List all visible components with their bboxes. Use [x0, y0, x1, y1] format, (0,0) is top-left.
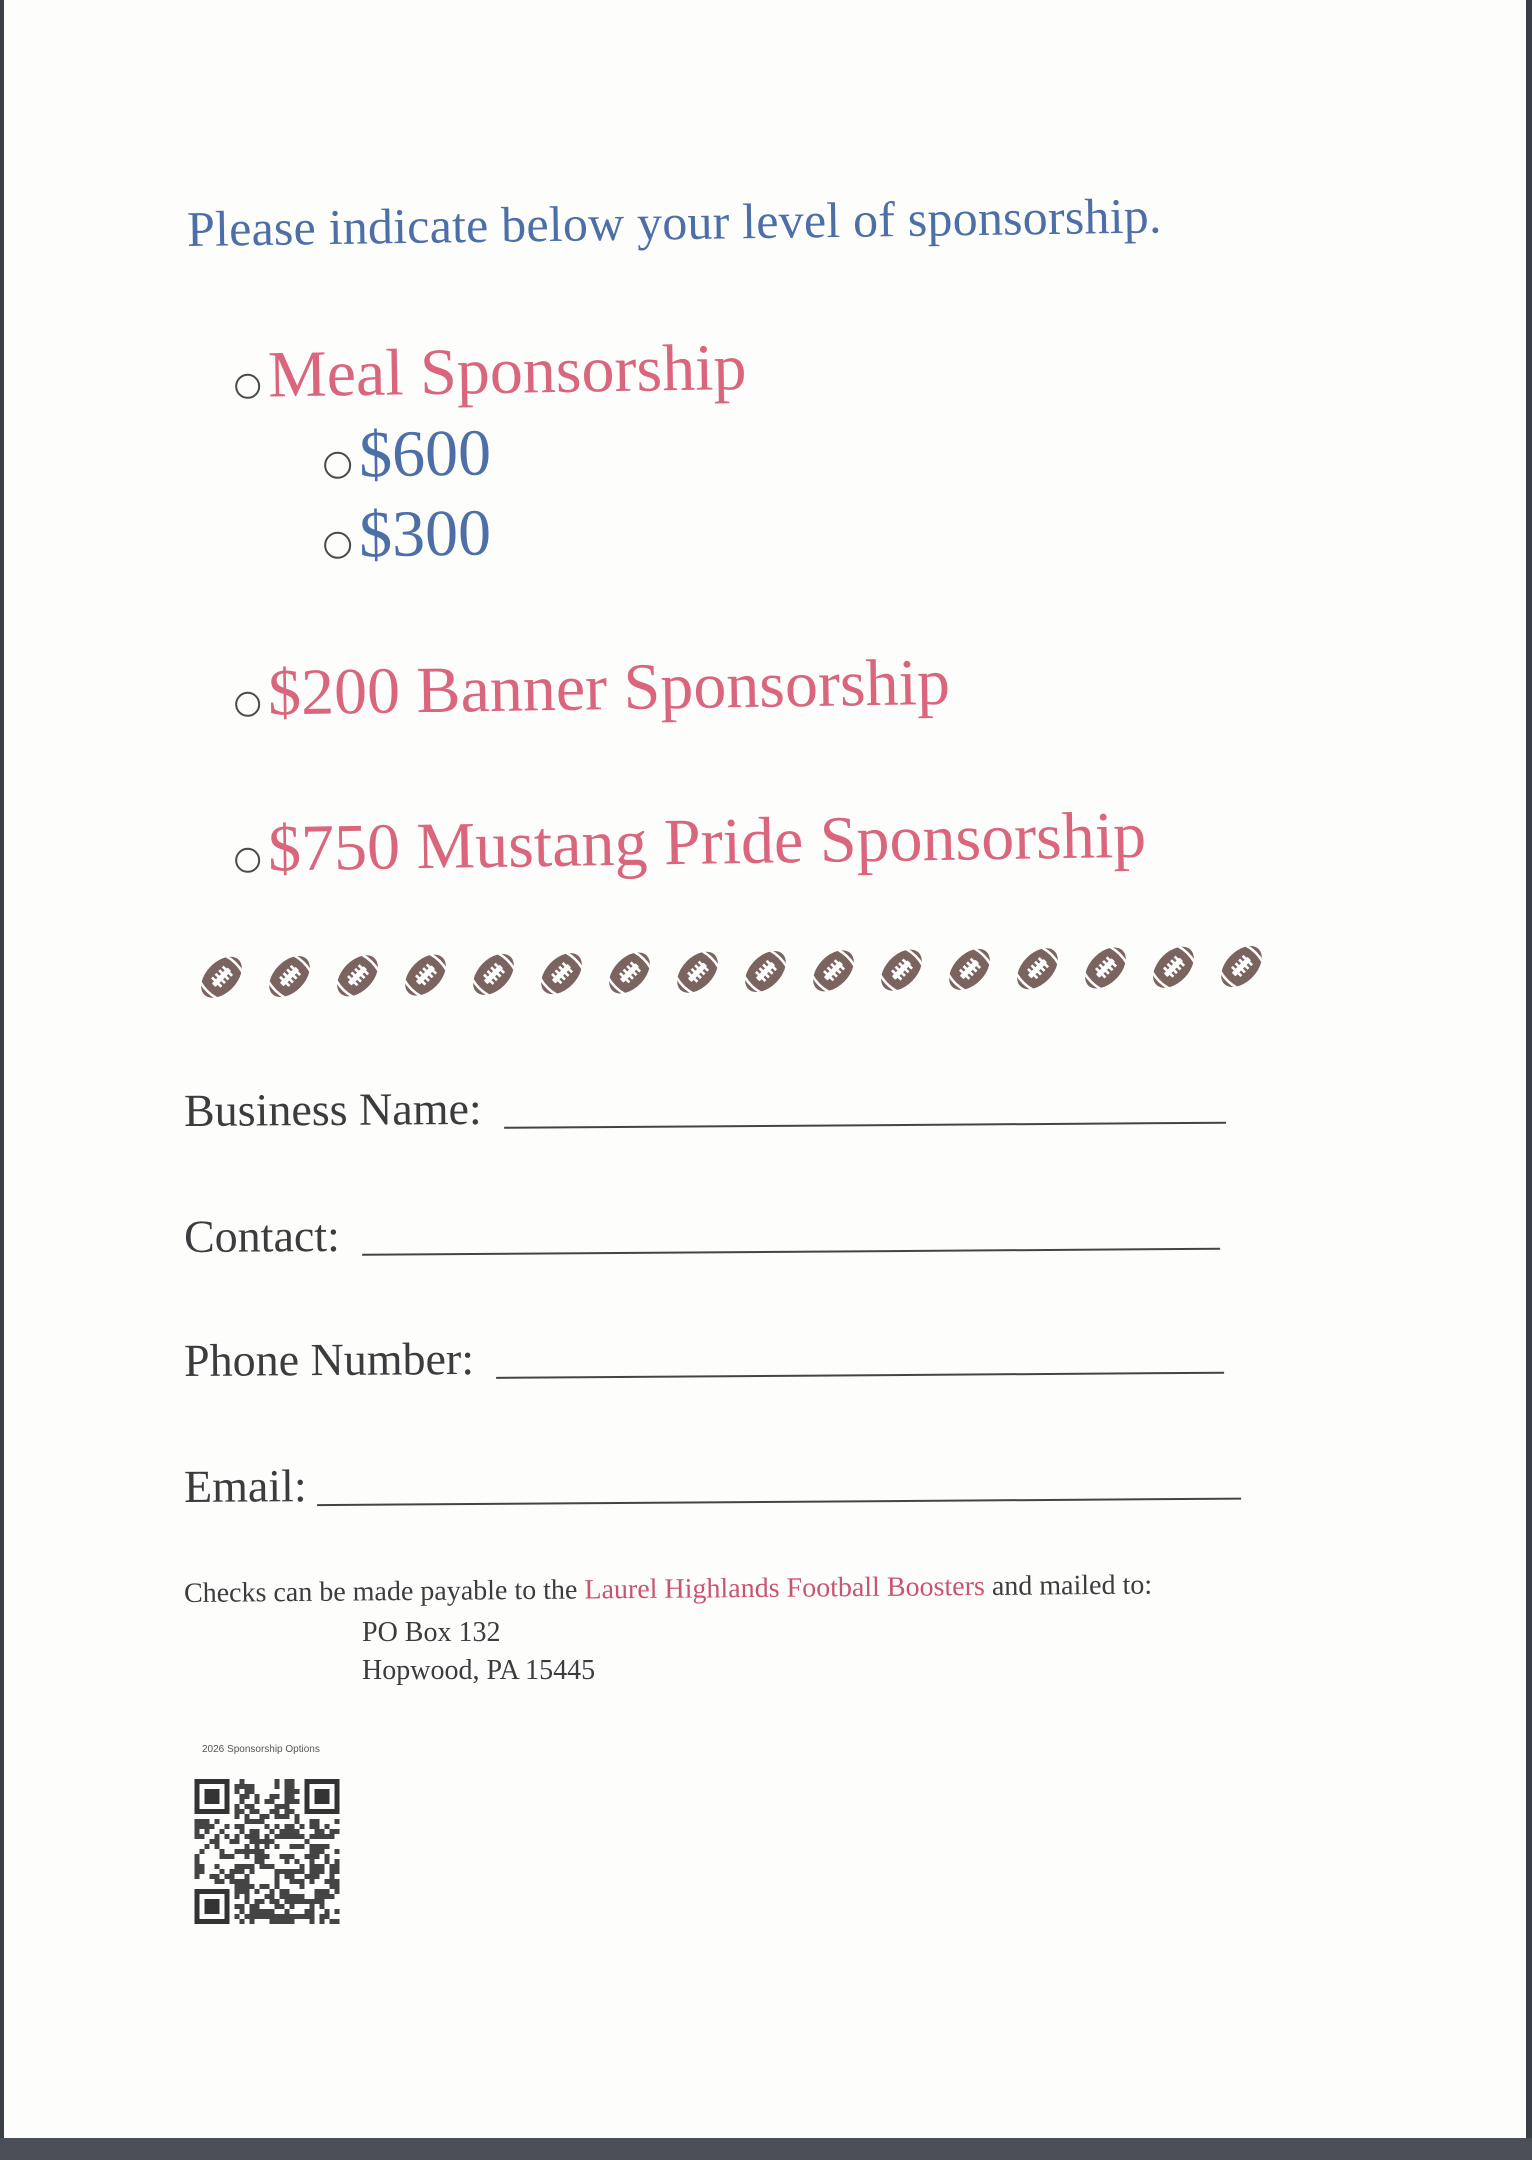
email-line[interactable]: [317, 1498, 1241, 1506]
option-meal-300[interactable]: [323, 495, 491, 574]
payment-prefix: Checks can be made payable to the: [183, 1574, 578, 1609]
football-divider: [196, 941, 1267, 1003]
radio-circle-icon[interactable]: [324, 532, 351, 559]
address-line-2: Hopwood, PA 15445: [362, 1655, 596, 1686]
football-icon: [1216, 941, 1268, 993]
option-label: $750 Mustang Pride Sponsorship: [267, 798, 1147, 886]
sponsorship-form-page: [4, 0, 1526, 2138]
business-name-line[interactable]: [504, 1122, 1226, 1129]
address-line-1: PO Box 132: [362, 1617, 501, 1648]
option-label: $200 Banner Sponsorship: [267, 645, 951, 730]
email-label: Email:: [183, 1460, 307, 1512]
phone-field[interactable]: [184, 1327, 1224, 1387]
football-icon: [944, 944, 996, 996]
option-label: $600: [358, 416, 492, 492]
football-icon: [196, 951, 248, 1003]
payment-suffix: and mailed to:: [991, 1569, 1153, 1602]
radio-circle-icon[interactable]: [235, 848, 260, 873]
business-name-field[interactable]: [184, 1077, 1226, 1137]
football-icon: [1148, 941, 1200, 993]
football-icon: [536, 948, 588, 1000]
radio-circle-icon[interactable]: [235, 374, 260, 399]
payment-instructions: [184, 1570, 1152, 1610]
option-meal-sponsorship[interactable]: [234, 330, 747, 414]
football-icon: [876, 944, 928, 996]
option-mustang-pride-sponsorship[interactable]: [234, 798, 1146, 888]
football-icon: [808, 945, 860, 997]
business-name-label: Business Name:: [183, 1082, 482, 1136]
qr-caption: 2026 Sponsorship Options: [202, 1744, 320, 1755]
football-icon: [1012, 943, 1064, 995]
page-shadow-edge: [0, 2138, 1532, 2160]
payment-organization: Laurel Highlands Football Boosters: [584, 1571, 986, 1606]
football-icon: [672, 946, 724, 998]
option-label: $300: [358, 496, 492, 572]
football-icon: [604, 947, 656, 999]
intro-text: Please indicate below your level of sponsorship.: [186, 187, 1162, 257]
option-meal-600[interactable]: [323, 415, 491, 494]
football-icon: [400, 949, 452, 1001]
football-icon: [468, 949, 520, 1001]
football-icon: [740, 946, 792, 998]
option-banner-sponsorship[interactable]: [234, 645, 950, 732]
email-field[interactable]: [184, 1453, 1241, 1513]
option-label: Meal Sponsorship: [267, 330, 748, 412]
radio-circle-icon[interactable]: [324, 452, 351, 479]
phone-line[interactable]: [496, 1372, 1224, 1379]
phone-label: Phone Number:: [183, 1332, 475, 1386]
radio-circle-icon[interactable]: [235, 692, 260, 717]
contact-label: Contact:: [183, 1209, 341, 1262]
contact-line[interactable]: [362, 1248, 1220, 1256]
football-icon: [264, 951, 316, 1003]
football-icon: [1080, 942, 1132, 994]
qr-code-icon[interactable]: [194, 1764, 340, 1924]
contact-field[interactable]: [184, 1203, 1220, 1263]
football-icon: [332, 950, 384, 1002]
